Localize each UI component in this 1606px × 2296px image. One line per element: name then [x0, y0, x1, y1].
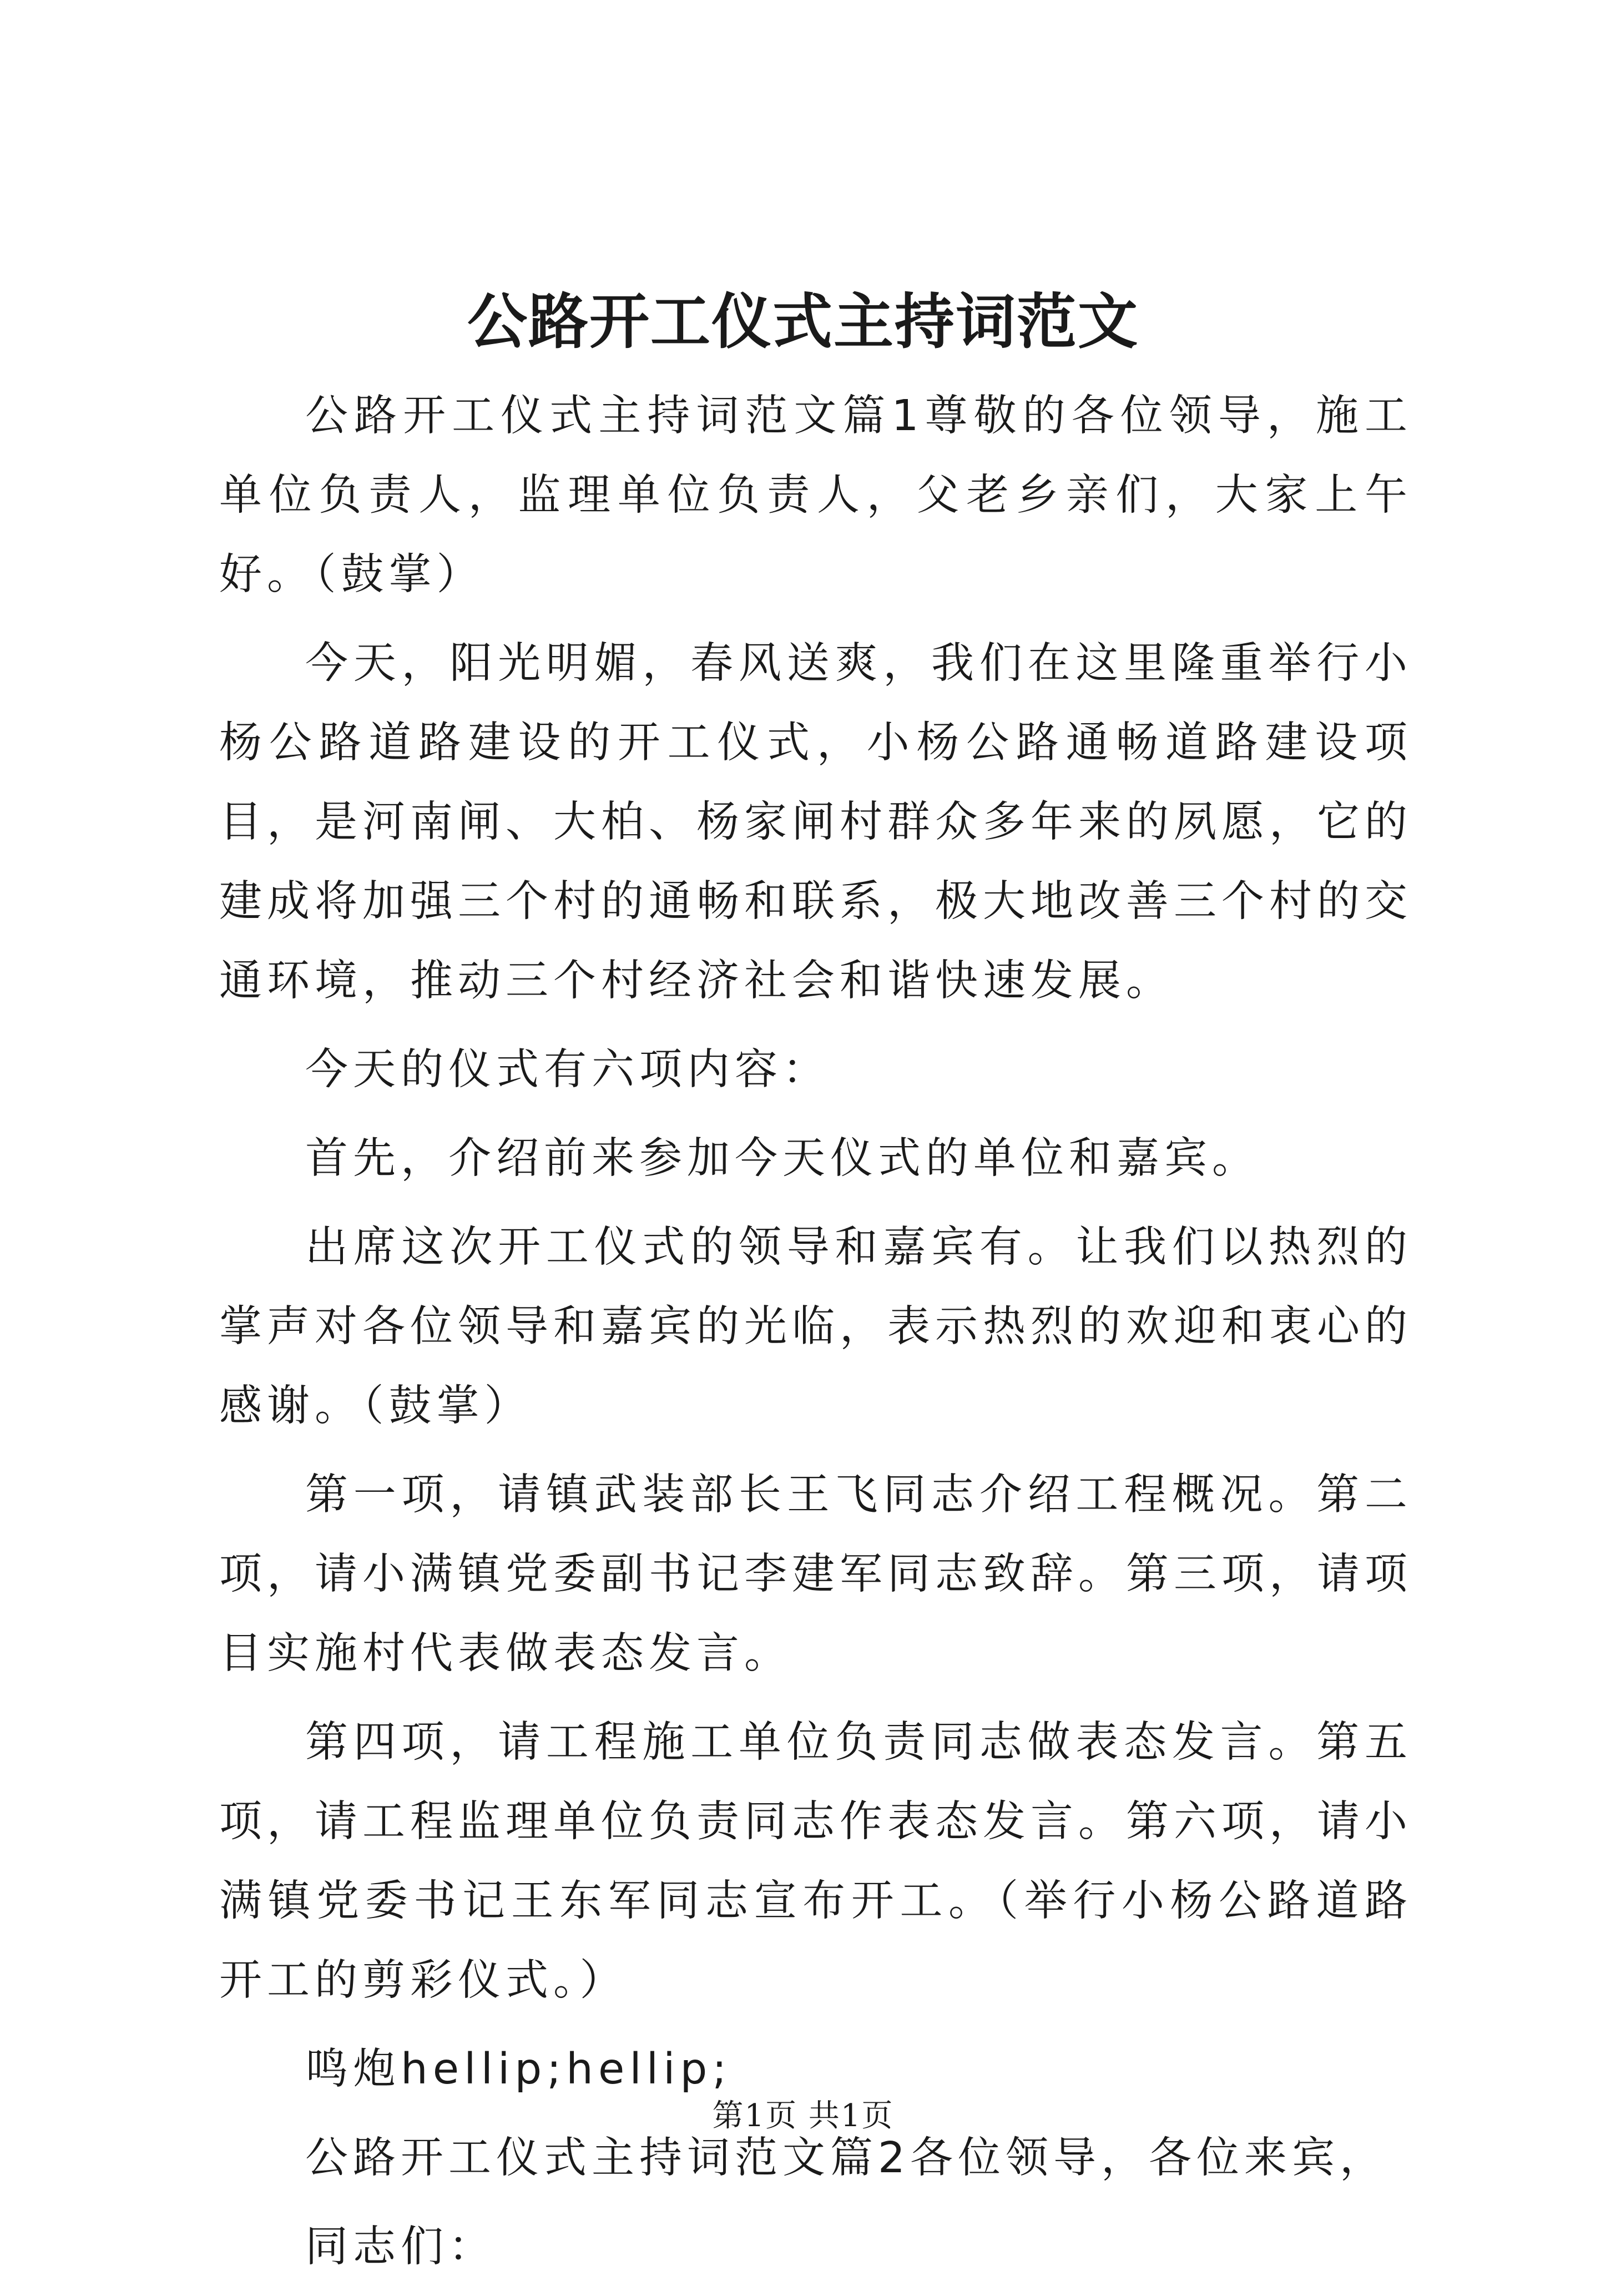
paragraph-7: 第四项，请工程施工单位负责同志做表态发言。第五项，请工程监理单位负责同志作表态发言。第六项，请小满镇党委书记王东军同志宣布开工。（举行小杨公路道路开工的剪彩仪式。）	[219, 1718, 1412, 2005]
paragraph-8: 鸣炮hellip;hellip;	[305, 2045, 732, 2094]
paragraph-2: 今天，阳光明媚，春风送爽，我们在这里隆重举行小杨公路道路建设的开工仪式，小杨公路通畅道路建设项目，是河南闸、大柏、杨家闸村群众多年来的夙愿，它的建成将加强三个村的通畅和联系，极大地改善三个村的交通环境，推动三个村经济社会和谐快速发展。	[219, 639, 1412, 1006]
paragraph-6: 第一项，请镇武装部长王飞同志介绍工程概况。第二项，请小满镇党委副书记李建军同志致辞。第三项，请项目实施村代表做表态发言。	[219, 1470, 1412, 1678]
paragraph-9: 公路开工仪式主持词范文篇2各位领导，各位来宾，	[305, 2133, 1387, 2183]
page-number-footer: 第1页 共1页	[712, 2098, 894, 2134]
paragraph-5: 出席这次开工仪式的领导和嘉宾有。让我们以热烈的掌声对各位领导和嘉宾的光临，表示热烈的欢迎和衷心的感谢。（鼓掌）	[219, 1223, 1412, 1431]
paragraph-4: 首先，介绍前来参加今天仪式的单位和嘉宾。	[305, 1134, 1260, 1183]
paragraph-10: 同志们：	[305, 2222, 496, 2272]
paragraph-1: 公路开工仪式主持词范文篇1尊敬的各位领导，施工单位负责人，监理单位负责人，父老乡亲们，大家上午好。（鼓掌）	[219, 391, 1412, 599]
document-body	[219, 376, 1412, 2296]
paragraph-3: 今天的仪式有六项内容：	[305, 1045, 830, 1094]
document-title: 公路开工仪式主持词范文	[467, 287, 1139, 357]
